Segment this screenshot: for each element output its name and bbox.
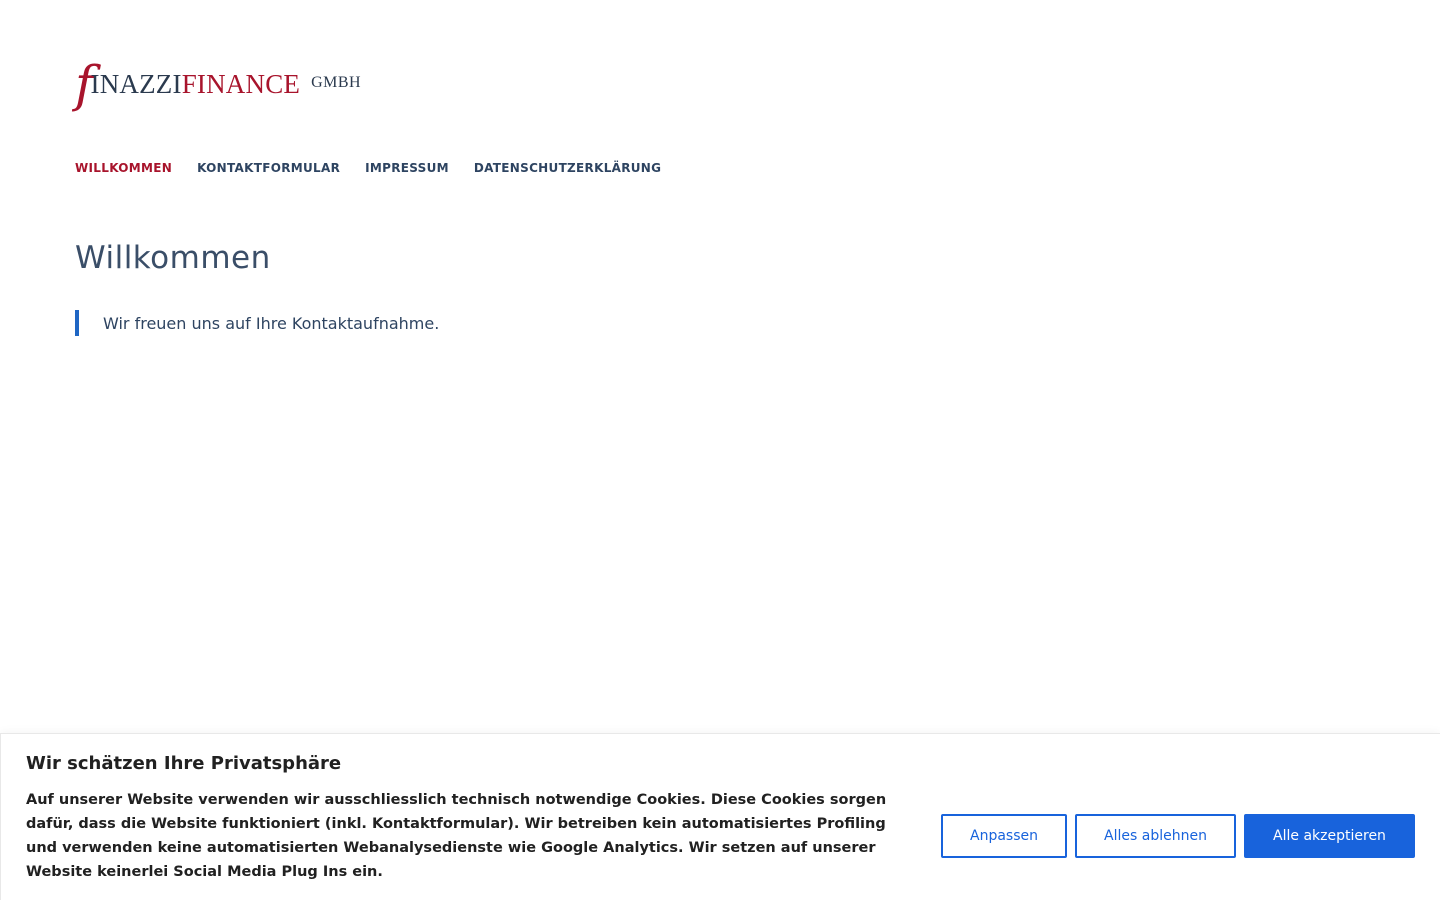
nav-item-impressum[interactable]: IMPRESSUM (365, 161, 449, 175)
customize-button[interactable]: Anpassen (941, 814, 1067, 858)
cookie-button-group (941, 814, 1415, 858)
logo-suffix: GMBH (311, 74, 362, 91)
quote-text: Wir freuen uns auf Ihre Kontaktaufnahme. (103, 313, 440, 333)
site-logo[interactable] (75, 55, 362, 113)
logo-initial: f (75, 55, 94, 113)
reject-all-button[interactable]: Alles ablehnen (1075, 814, 1236, 858)
nav-item-kontaktformular[interactable]: KONTAKTFORMULAR (197, 161, 341, 175)
logo-part-2: FINANCE (181, 69, 301, 99)
cookie-consent-banner (0, 733, 1440, 900)
accept-all-button[interactable]: Alle akzeptieren (1244, 814, 1415, 858)
main-navigation (75, 159, 661, 177)
page-title: Willkommen (75, 240, 271, 276)
nav-item-datenschutzerklaerung[interactable]: DATENSCHUTZERKLÄRUNG (473, 161, 662, 175)
nav-item-willkommen[interactable]: WILLKOMMEN (75, 161, 173, 175)
cookie-banner-text: Auf unserer Website verwenden wir ausschliesslich technisch notwendige Cookies. Diese Cookies sorgen dafür, dass die Website funktioniert (inkl. Kontaktformular). Wir betreiben kein automatisiertes Profiling und verwenden keine automatisierten Webanalysedienste wie Google Analytics. Wir setzen auf unserer Website keinerlei Social Media Plug Ins ein. (26, 792, 887, 880)
cookie-banner-title: Wir schätzen Ihre Privatsphäre (26, 753, 342, 774)
logo-part-1: INAZZI (90, 69, 182, 99)
welcome-quote (75, 310, 439, 336)
